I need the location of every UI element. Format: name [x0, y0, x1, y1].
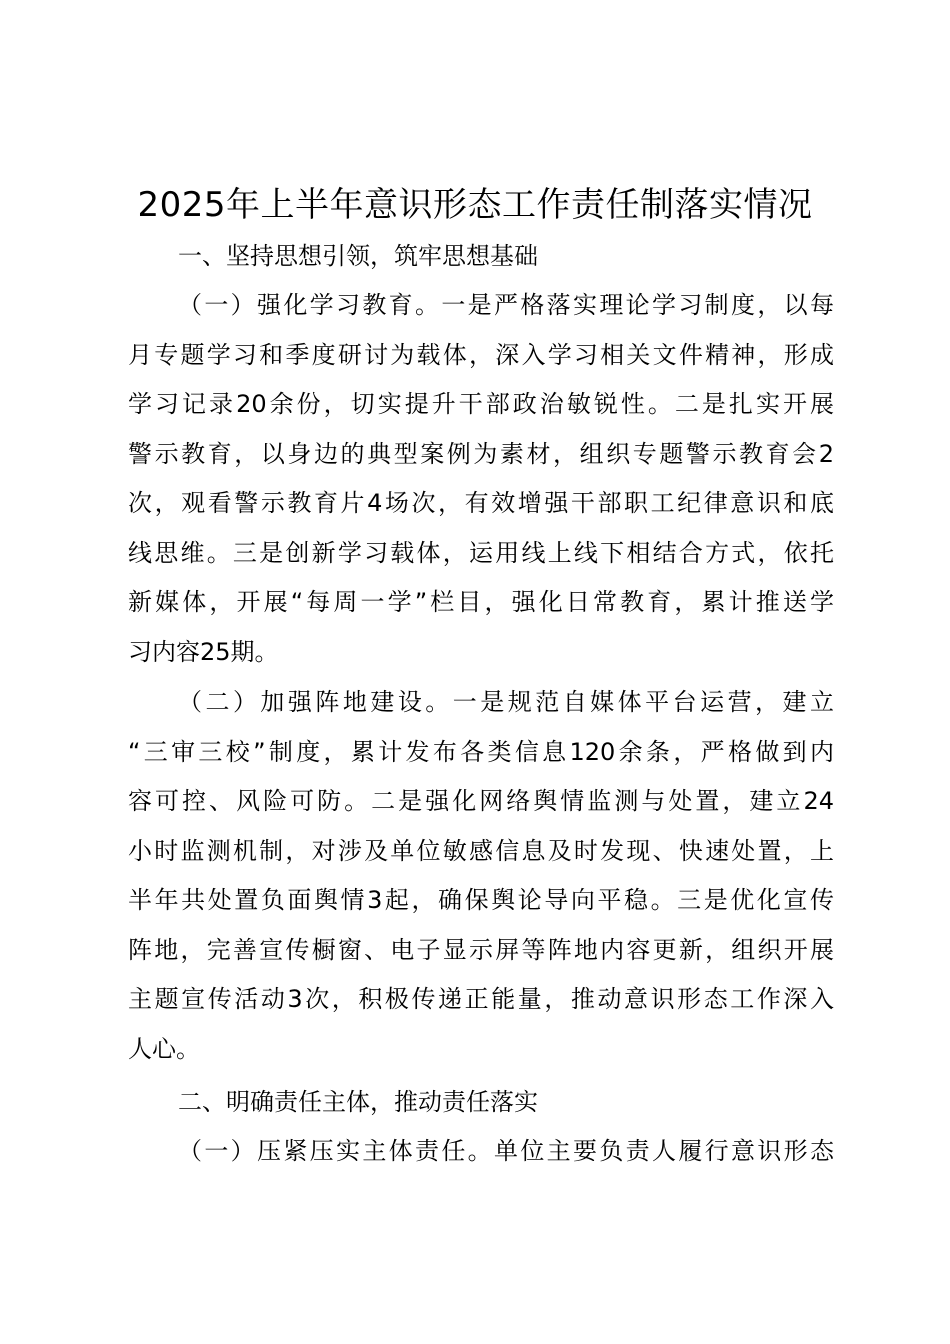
paragraph-line: 线思维。三是创新学习载体，运用线上线下相结合方式，依托 [128, 538, 834, 567]
paragraph-line: （二）加强阵地建设。一是规范自媒体平台运营，建立 [178, 688, 834, 716]
paragraph-study-education [128, 281, 834, 677]
paragraph-line: 新媒体，开展“每周一学”栏目，强化日常教育，累计推送学 [128, 588, 834, 616]
paragraph-line: 习内容25期。 [128, 637, 279, 666]
paragraph-line: “三审三校”制度，累计发布各类信息120余条，严格做到内 [128, 737, 834, 766]
paragraph-line: 人心。 [128, 1034, 200, 1063]
paragraph-line: 月专题学习和季度研讨为载体，深入学习相关文件精神，形成 [128, 340, 834, 369]
paragraph-line: 学习记录20余份，切实提升干部政治敏锐性。二是扎实开展 [128, 390, 834, 418]
document-title: 2025年上半年意识形态工作责任制落实情况 [137, 185, 813, 225]
paragraph-line: 主题宣传活动3次，积极传递正能量，推动意识形态工作深入 [128, 985, 834, 1013]
paragraph-main-responsibility [128, 1127, 834, 1177]
paragraph-line: 小时监测机制，对涉及单位敏感信息及时发现、快速处置，上 [128, 836, 834, 865]
paragraph-line: 容可控、风险可防。二是强化网络舆情监测与处置，建立24 [128, 787, 834, 815]
section-heading-2: 二、明确责任主体，推动责任落实 [178, 1088, 538, 1116]
paragraph-line: （一）强化学习教育。一是严格落实理论学习制度，以每 [178, 291, 834, 319]
paragraph-line: 阵地，完善宣传橱窗、电子显示屏等阵地内容更新，组织开展 [128, 935, 834, 964]
paragraph-line: 半年共处置负面舆情3起，确保舆论导向平稳。三是优化宣传 [128, 886, 834, 914]
paragraph-line: （一）压紧压实主体责任。单位主要负责人履行意识形态 [178, 1137, 834, 1165]
section-heading-1: 一、坚持思想引领，筑牢思想基础 [178, 242, 538, 270]
paragraph-line: 次，观看警示教育片4场次，有效增强干部职工纪律意识和底 [128, 489, 834, 517]
paragraph-line: 警示教育，以身边的典型案例为素材，组织专题警示教育会2 [128, 439, 834, 468]
paragraph-position-building [128, 678, 834, 1074]
